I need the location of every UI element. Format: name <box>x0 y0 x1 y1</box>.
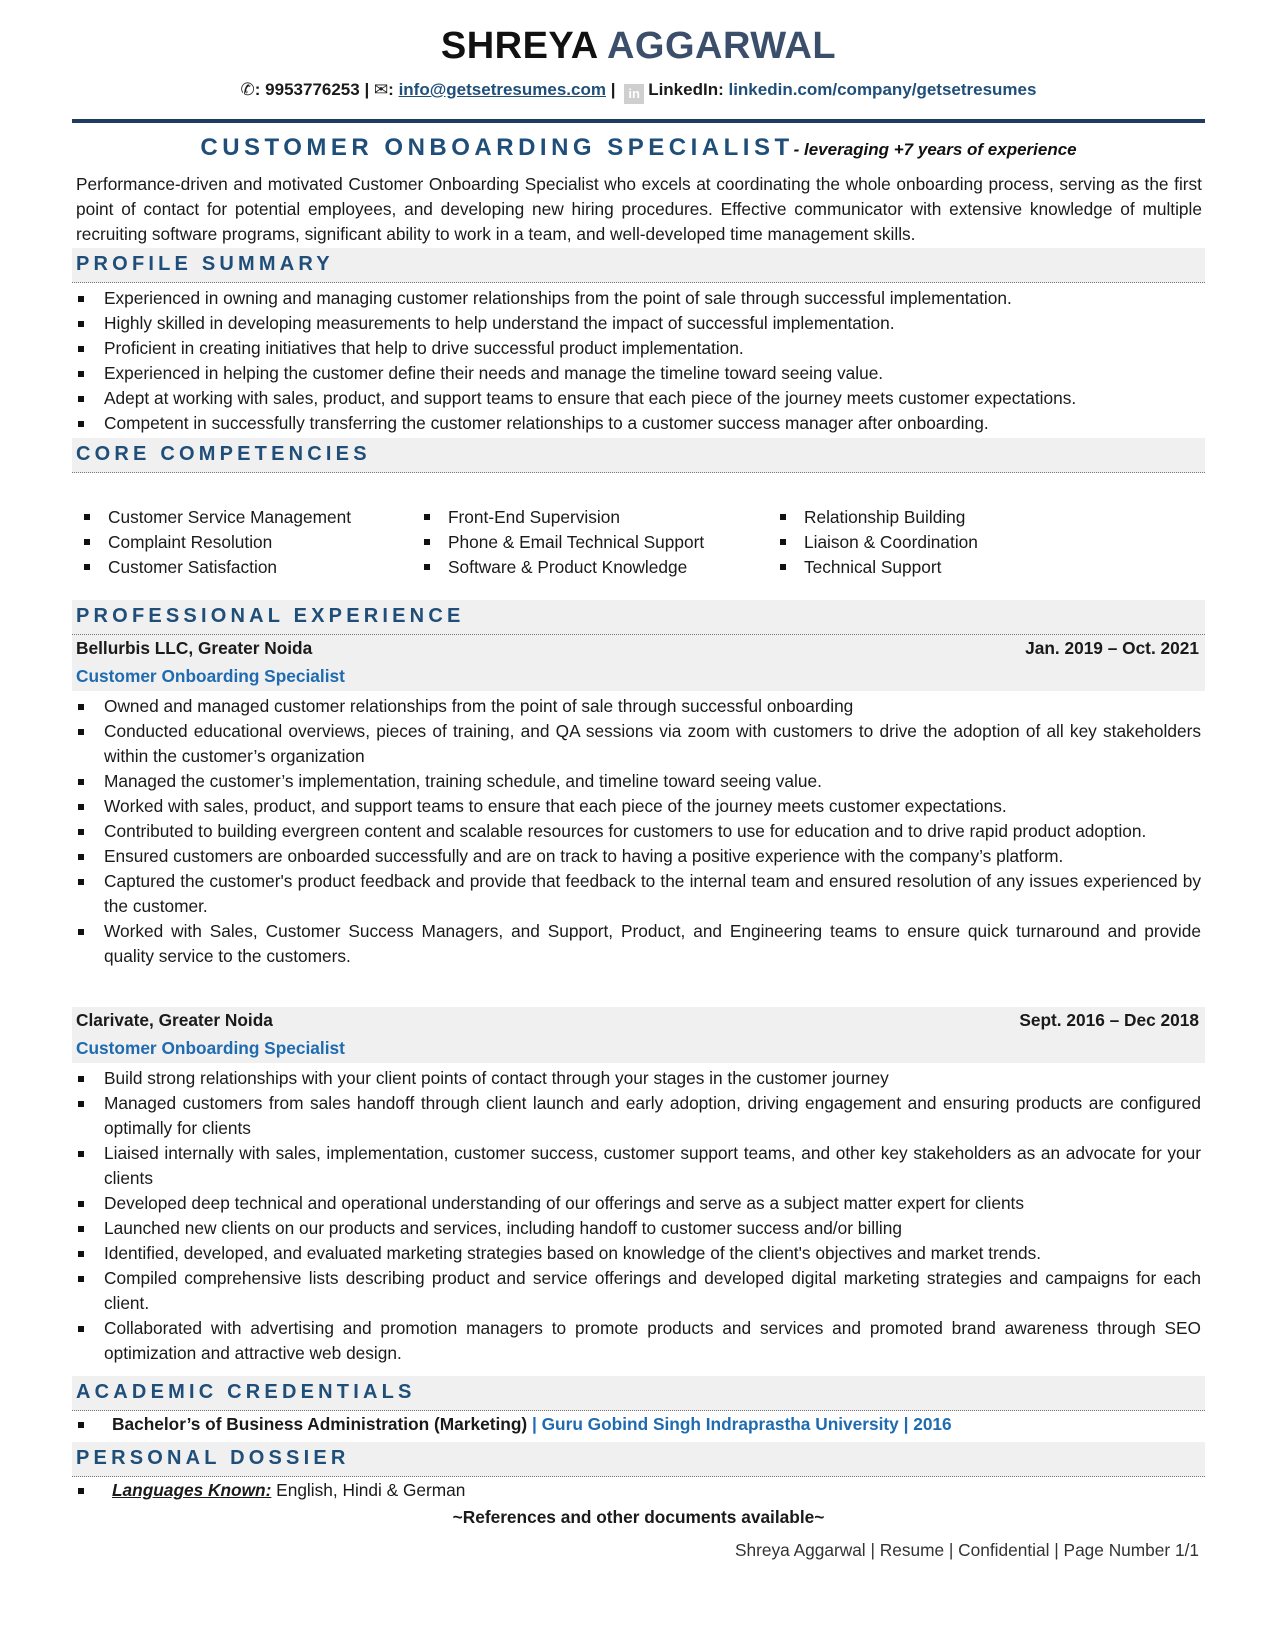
section-header-core-competencies: CORE COMPETENCIES <box>72 438 1205 473</box>
bullet-square <box>78 1422 84 1428</box>
list-item: Managed customers from sales handoff through client launch and early adoption, driving engagement and ensuring products are configured optimally for clients <box>72 1091 1205 1141</box>
list-item: Contributed to building evergreen content and scalable resources for customers to use for education and to drive rapid product adoption. <box>72 819 1205 844</box>
list-item: Liaison & Coordination <box>776 530 978 555</box>
job-2-responsibilities <box>72 1066 1205 1366</box>
list-item: Competent in successfully transferring the customer relationships to a customer success manager after onboarding. <box>72 411 1205 436</box>
email-icon: ✉ <box>373 80 389 99</box>
competencies-grid <box>72 505 1205 585</box>
list-item: Technical Support <box>776 555 978 580</box>
list-item: Complaint Resolution <box>80 530 351 555</box>
profile-summary-list <box>72 286 1205 436</box>
section-header-personal-dossier: PERSONAL DOSSIER <box>72 1442 1205 1477</box>
phone-icon: ✆ <box>240 80 255 99</box>
job-title: Customer Onboarding Specialist <box>76 1038 345 1058</box>
degree: Bachelor’s of Business Administration (Marketing) <box>112 1414 532 1434</box>
role-heading: CUSTOMER ONBOARDING SPECIALIST- leveraging +7 years of experience <box>200 134 1077 161</box>
competencies-column-1 <box>80 505 351 580</box>
linkedin-icon: in <box>624 84 644 104</box>
list-item: Compiled comprehensive lists describing product and service offerings and developed digital marketing strategies and campaigns for each client. <box>72 1266 1205 1316</box>
section-header-professional-experience: PROFESSIONAL EXPERIENCE <box>72 600 1205 635</box>
list-item: Phone & Email Technical Support <box>420 530 704 555</box>
list-item: Experienced in owning and managing customer relationships from the point of sale through successful implementation. <box>72 286 1205 311</box>
job-1-responsibilities <box>72 694 1205 969</box>
list-item: Conducted educational overviews, pieces of training, and QA sessions via zoom with customers to drive the adoption of all key stakeholders within the customer’s organization <box>72 719 1205 769</box>
list-item: Experienced in helping the customer define their needs and manage the timeline toward seeing value. <box>72 361 1205 386</box>
list-item: Liaised internally with sales, implementation, customer success, customer support teams, and other key stakeholders as an advocate for your clients <box>72 1141 1205 1191</box>
list-item: Customer Service Management <box>80 505 351 530</box>
list-item: Relationship Building <box>776 505 978 530</box>
bullet-square <box>78 1488 84 1494</box>
competencies-column-2 <box>420 505 704 580</box>
list-item: Developed deep technical and operational understanding of our offerings and serve as a subject matter expert for clients <box>72 1191 1205 1216</box>
list-item: Customer Satisfaction <box>80 555 351 580</box>
header-divider <box>72 119 1205 123</box>
linkedin-label: LinkedIn: <box>648 80 729 99</box>
job-header-1 <box>72 635 1205 691</box>
email-link[interactable]: info@getsetresumes.com <box>398 80 606 99</box>
list-item: Worked with Sales, Customer Success Managers, and Support, Product, and Engineering teams to ensure quick turnaround and provide quality service to the customers. <box>72 919 1205 969</box>
intro-paragraph: Performance-driven and motivated Customer Onboarding Specialist who excels at coordinating the whole onboarding process, serving as the first point of contact for potential employees, and developing new hiring procedures. Effective communicator with extensive knowledge of multiple recruiting software programs, significant ability to work in a team, and well-developed time management skills. <box>76 174 1202 244</box>
last-name: AGGARWAL <box>606 25 837 67</box>
phone-number: 9953776253 <box>265 80 360 99</box>
list-item: Ensured customers are onboarded successfully and are on track to having a positive experience with the company’s platform. <box>72 844 1205 869</box>
list-item: Collaborated with advertising and promotion managers to promote products and services and promoted brand awareness through SEO optimization and attractive web design. <box>72 1316 1205 1366</box>
list-item: Adept at working with sales, product, and support teams to ensure that each piece of the journey meets customer expectations. <box>72 386 1205 411</box>
job-header-2 <box>72 1007 1205 1063</box>
list-item: Managed the customer’s implementation, training schedule, and timeline toward seeing value. <box>72 769 1205 794</box>
job-dates: Jan. 2019 – Oct. 2021 <box>1025 638 1199 658</box>
job-dates: Sept. 2016 – Dec 2018 <box>1019 1010 1199 1030</box>
list-item: Captured the customer's product feedback and provide that feedback to the internal team and ensured resolution of any issues experienced by the customer. <box>72 869 1205 919</box>
role-subtitle: leveraging +7 years of experience <box>804 140 1077 159</box>
languages-label: Languages Known: <box>112 1480 272 1500</box>
competencies-column-3 <box>776 505 978 580</box>
page-footer: Shreya Aggarwal | Resume | Confidential | Page Number 1/1 <box>735 1540 1199 1560</box>
first-name: SHREYA <box>440 25 598 67</box>
university: | Guru Gobind Singh Indraprastha University | 2016 <box>531 1414 952 1434</box>
section-header-profile-summary: PROFILE SUMMARY <box>72 248 1205 283</box>
contact-line: ✆: 9953776253 | ✉: info@getsetresumes.com | in LinkedIn: linkedin.com/company/getsetresumes <box>72 78 1205 104</box>
languages-entry <box>112 1478 465 1503</box>
job-title: Customer Onboarding Specialist <box>76 666 345 686</box>
role-title: CUSTOMER ONBOARDING SPECIALIST <box>200 134 794 161</box>
list-item: Launched new clients on our products and services, including handoff to customer success and/or billing <box>72 1216 1205 1241</box>
list-item: Identified, developed, and evaluated marketing strategies based on knowledge of the client's objectives and market trends. <box>72 1241 1205 1266</box>
references-note: ~References and other documents available~ <box>452 1507 825 1527</box>
section-header-academic-credentials: ACADEMIC CREDENTIALS <box>72 1376 1205 1411</box>
company-name: Clarivate, Greater Noida <box>76 1010 273 1030</box>
candidate-name <box>72 22 1205 70</box>
list-item: Build strong relationships with your client points of contact through your stages in the customer journey <box>72 1066 1205 1091</box>
linkedin-link[interactable]: linkedin.com/company/getsetresumes <box>728 80 1037 99</box>
list-item: Worked with sales, product, and support teams to ensure that each piece of the journey meets customer expectations. <box>72 794 1205 819</box>
company-name: Bellurbis LLC, Greater Noida <box>76 638 313 658</box>
languages-value: English, Hindi & German <box>271 1480 466 1500</box>
list-item: Software & Product Knowledge <box>420 555 704 580</box>
list-item: Highly skilled in developing measurements to help understand the impact of successful implementation. <box>72 311 1205 336</box>
list-item: Proficient in creating initiatives that help to drive successful product implementation. <box>72 336 1205 361</box>
list-item: Front-End Supervision <box>420 505 704 530</box>
list-item: Owned and managed customer relationships from the point of sale through successful onboarding <box>72 694 1205 719</box>
